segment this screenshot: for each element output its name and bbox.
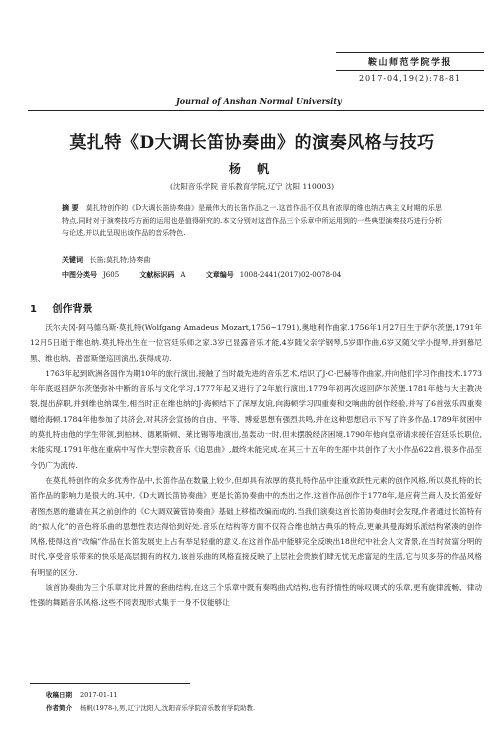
paragraph: 该首协奏曲为三个乐章对比并置的套曲结构,在这三个乐章中既有奏鸣曲式结构,也有抒情性的咏叹调式的乐章,更有旋律流畅、律动性强的舞蹈音乐风格.这些不同表现形式集于一身不仅能够让 [30, 583, 482, 608]
keywords-label: 关键词 [62, 256, 83, 264]
journal-masthead [336, 52, 484, 83]
footnote-rule [30, 683, 190, 684]
keywords [62, 255, 442, 265]
doc-code-label: 文献标识码 [139, 271, 175, 279]
footnote-text: 2017-01-11 [80, 691, 118, 699]
header-rule [28, 110, 484, 111]
keywords-text: 长笛;莫扎特;协奏曲 [89, 256, 151, 264]
section-title: 创作背景 [52, 304, 93, 315]
paragraph: 沃尔夫冈·阿马德乌斯·莫扎特(Wolfgang Amadeus Mozart,1756~1791),奥地利作曲家.1756年1月27日生于萨尔茨堡,1791年12月5日逝于维也纳.莫扎特出生在一位宫廷乐师之家.3岁已显露音乐才能,4岁随父亲学钢琴,5岁即作曲,6岁又随父学小提琴,并到慕尼黑、维也纳、普雷斯堡巡回演出,获得成功. [30, 323, 482, 363]
abstract-text: 莫扎特创作的《D大调长笛协奏曲》是最伟大的长笛作品之一.这首作品不仅具有浓厚的维也纳古典主义时期的乐思特点,同时对于演奏技巧方面的运用也是值得研究的.本文分别对这首作品三个乐章中所运用到的一些典型演奏技巧进行分析与论述,并以此呈现出该作品的音乐特色. [62, 204, 442, 237]
journal-volume: 2017-04,19(2):78-81 [358, 74, 462, 83]
article-title: 莫扎特《D大调长笛协奏曲》的演奏风格与技巧 [69, 133, 435, 153]
article-author: 杨 帆 [228, 162, 276, 176]
footnote-author-bio [46, 703, 255, 712]
footnote-label: 收稿日期 [46, 691, 72, 699]
article-affiliation: (沈阳音乐学院 音乐教育学院,辽宁 沈阳 110003) [169, 182, 335, 191]
footnote-received [46, 690, 117, 699]
paragraph: 1763年起到欧洲各国作为期10年的旅行演出,接触了当时最先进的音乐艺术,结识了J·C·巴赫等作曲家,并向他们学习作曲技术.1773年年底返回萨尔茨堡弥补中断的音乐与文化学习,1777年起又进行了2年旅行演出,1779年初再次返回萨尔茨堡.1781年他与大主教决裂,提出辞职,并到维也纳谋生,相当时正在维也纳的J·海顿结下了深厚友谊,向海顿学习四重奏和交响曲的创作经验,并写了6首弦乐四重奏赠给海顿.1784年他参加了共济会,对其济会宣扬的自由、平等、博爱思想有强烈共鸣,并在这种思想启示下写了许多作品.1789年贫困中的莫扎特由他的学生带领,到柏林、德累斯顿、莱比锡等地演出,虽轰动一时,但未摆脱经济困境.1790年他向皇帝请求接任宫廷乐长职位,未能实现.1791年他在重病中写作大型宗教音乐《追思曲》,最终未能完成.在其三十五年的生涯中共创作了大小作品622首,很多作品至今仍广为流传. [30, 368, 482, 470]
abstract [62, 202, 442, 240]
body-text [30, 320, 482, 611]
footnote-label: 作者简介 [46, 704, 72, 712]
journal-name-cn: 鞍山师范学院学报 [336, 52, 484, 71]
paragraph: 在莫扎特创作的众多优秀作品中,长笛作品在数量上较少,但却具有浓厚的莫扎特作品中注重欢跃性元素的创作风格,所以莫扎特的长笛作品的影响力是很大的.其中,《D大调长笛协奏曲》更是长笛协奏曲中的杰出之作.这首作品创作于1778年,是应荷兰商人及长笛爱好者图杰恩的邀请在其之前创作的《C大调双簧管协奏曲》基础上移植改编而成的.当我们演奏这首长笛协奏曲时会发现,作者通过长笛特有的“拟人化”的音色将乐曲的思想性表达得恰到好处.音乐在结构等方面不仅符合维也纳古典乐的特点,更兼具曼海姆乐派结构紧凑的创作风格,使得这首“改编”作品在长笛发展史上占有举足轻重的意义.在这首作品中能够完全反映出18世纪中社会人文背景,在当时贫富分明的时代,享受音乐带来的快乐是高层拥有的权力,该首乐曲的风格直接反映了上层社会贵族们肆无忧无虑富足的生活,它与贝多芬的作品风格有明显的区分. [30, 475, 482, 577]
journal-name-en: Journal of Anshan Normal University [176, 96, 342, 106]
footnote-text: 杨帆(1978-),男,辽宁沈阳人,沈阳音乐学院音乐教育学院助教. [80, 704, 256, 712]
clc-value: J605 [103, 271, 120, 279]
section-number: 1 [30, 304, 37, 315]
clc-label: 中图分类号 [62, 271, 97, 279]
article-id-label: 文章编号 [205, 271, 234, 279]
classification-line [62, 270, 464, 280]
doc-code-value: A [180, 271, 186, 279]
section-heading [30, 300, 92, 315]
abstract-label: 摘 要 [62, 204, 79, 212]
article-id-value: 1008-2441(2017)02-0078-04 [239, 271, 342, 279]
